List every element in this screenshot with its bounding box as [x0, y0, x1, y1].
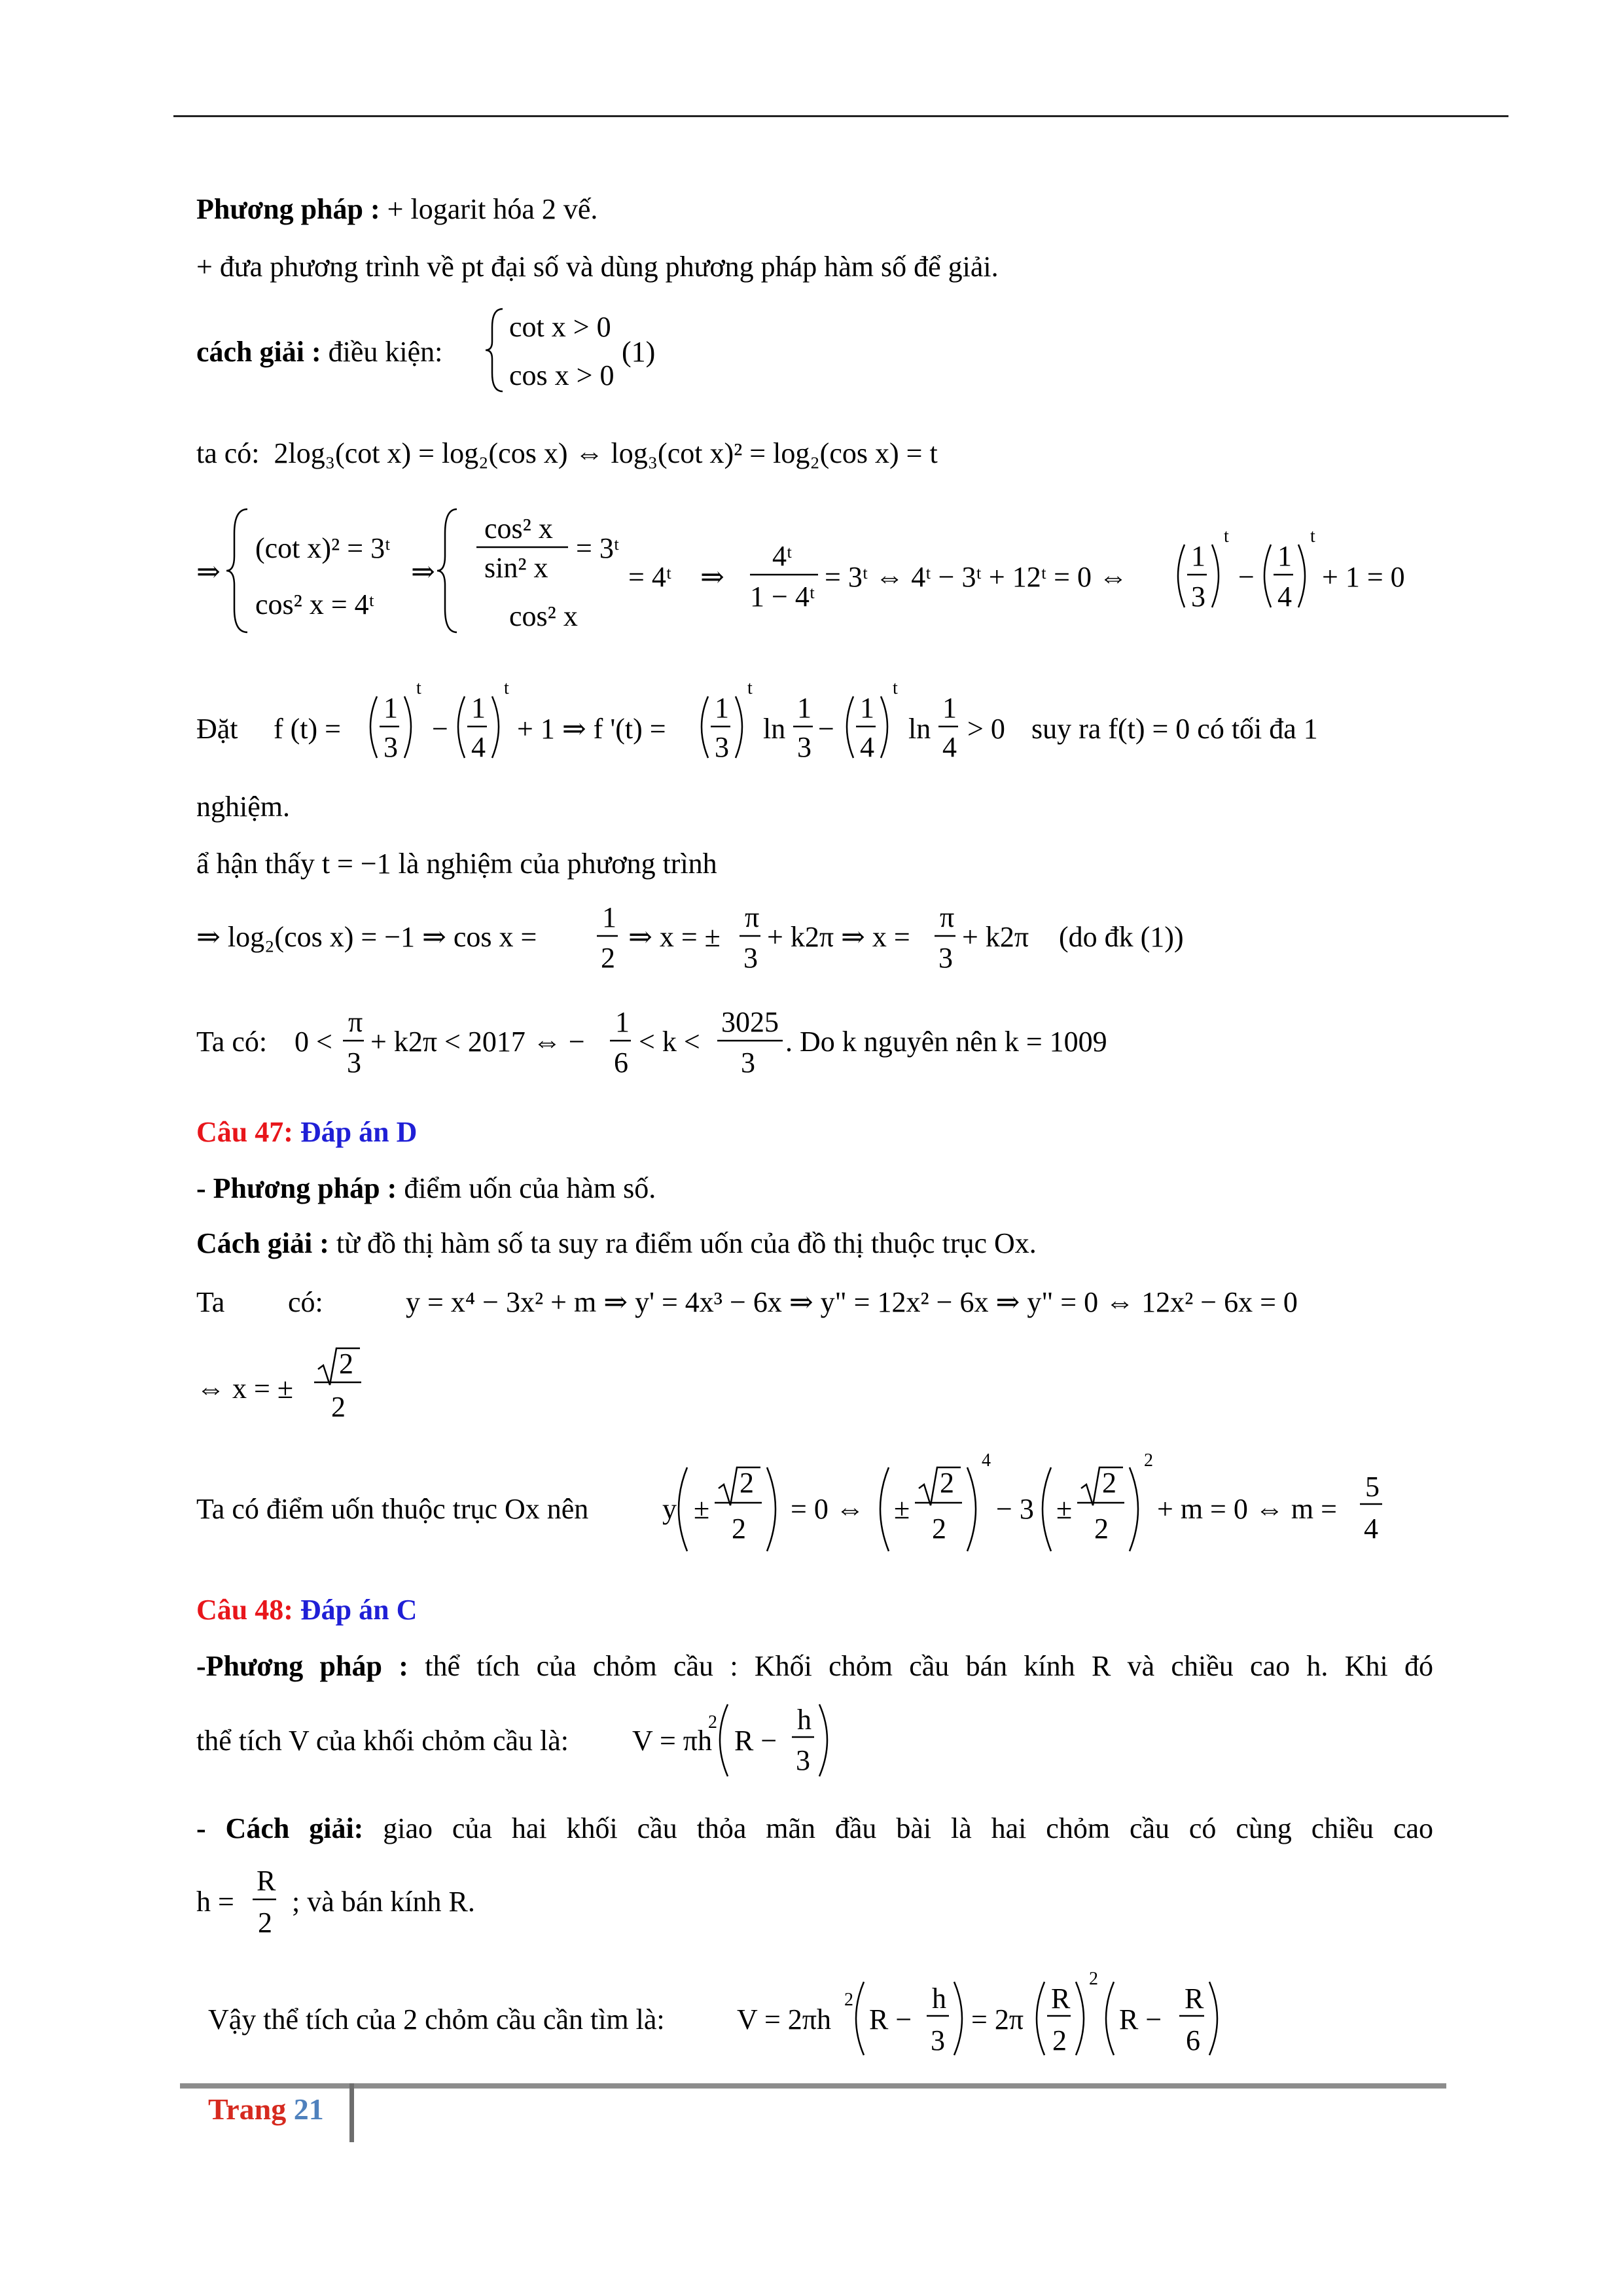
v-h: h — [797, 1704, 812, 1736]
condition-system — [484, 301, 700, 399]
f-r1: R − — [869, 2003, 912, 2036]
n-1: 1 — [602, 901, 616, 933]
range-line — [196, 1001, 1440, 1093]
header-rule — [173, 115, 1508, 117]
f-p3r — [1209, 1982, 1217, 2055]
f-3: 3 — [931, 2024, 945, 2056]
q47-co: có: — [288, 1286, 323, 1318]
q48-method-text: thể tích của chỏm cầu : Khối chỏm cầu bán kính R và chiều cao h. Khi đó — [408, 1650, 1433, 1682]
q48-final — [208, 1970, 1321, 2068]
condition-1: cot x > 0 — [509, 311, 611, 343]
d-3b: 3 — [938, 942, 953, 974]
q48-h-tail: ; và bán kính R. — [292, 1886, 475, 1918]
n2: 1 — [471, 692, 486, 724]
q48-answer: Đáp án C — [293, 1594, 418, 1626]
q48-volume-formula — [196, 1694, 982, 1785]
n-pi: π — [745, 901, 760, 933]
d-2: 2 — [601, 942, 615, 974]
m1: − — [432, 713, 448, 745]
f-def-tail: suy ra f(t) = 0 có tối đa 1 — [1031, 713, 1318, 745]
exp-t1: t — [1224, 526, 1229, 547]
den-3a: 3 — [1191, 581, 1205, 613]
exp2: 2 — [1144, 1450, 1153, 1471]
n5: 5 — [1365, 1471, 1380, 1503]
exp4: 4 — [982, 1450, 991, 1471]
r-npi: π — [348, 1006, 363, 1038]
pa-l — [679, 1467, 687, 1551]
q47-solution-label: Cách giải : — [196, 1227, 329, 1259]
brace-1 — [226, 509, 247, 632]
h-2: 2 — [258, 1907, 272, 1939]
f-6: 6 — [1186, 2024, 1200, 2056]
brace-2 — [437, 509, 457, 632]
sys1-eq2: cos² x = 4ᵗ — [255, 588, 375, 620]
footer-rule — [180, 2083, 1446, 2089]
v-r: R − — [734, 1725, 777, 1757]
dat-word: Đặt — [196, 713, 238, 745]
implies-2: ⇒ — [411, 556, 435, 588]
sq2-d: 2 — [932, 1513, 946, 1545]
f-e2: 2 — [844, 1990, 853, 2010]
d4: 4 — [1364, 1513, 1378, 1545]
cos-rest: cos² x — [509, 600, 578, 632]
f-r2: R − — [1119, 2003, 1162, 2036]
q47-title: Câu 47: — [196, 1116, 293, 1148]
num-1b: 1 — [1277, 540, 1292, 572]
q48-solution-text: giao của hai khối cầu thỏa mãn đầu bài là hai chỏm cầu có cùng chiều cao — [363, 1812, 1433, 1844]
pm1: ± — [694, 1493, 710, 1525]
q47-solution — [196, 1224, 1037, 1263]
p3l — [702, 696, 708, 758]
chain-end: + 1 = 0 — [1322, 561, 1405, 593]
sq3-d: 2 — [1094, 1513, 1109, 1545]
paren-r1 — [1212, 545, 1219, 607]
p4l — [847, 696, 853, 758]
v-3: 3 — [796, 1744, 810, 1776]
q47-final — [196, 1450, 1440, 1564]
pb-r — [967, 1467, 976, 1551]
f-R2: R — [1185, 1982, 1204, 2015]
e3: t — [747, 678, 753, 698]
v-pr — [819, 1704, 827, 1776]
log-eq-b: ⇒ x = ± — [628, 921, 721, 953]
e4: t — [893, 678, 898, 698]
method-label: Phương pháp : — [196, 193, 380, 225]
frac-den: sin² x — [484, 552, 548, 584]
eq-line-1-label: ta có: — [196, 437, 260, 469]
n-pi2: π — [940, 901, 955, 933]
pc-r — [1130, 1467, 1138, 1551]
d-3: 3 — [743, 942, 758, 974]
q48-title: Câu 48: — [196, 1594, 293, 1626]
eq0: = 0 ⇔ — [791, 1493, 865, 1525]
brace — [486, 309, 503, 391]
chain-frac-num: 4ᵗ — [772, 540, 793, 572]
eq-line-1 — [196, 434, 938, 473]
q47-solution-text: từ đồ thị hàm số ta suy ra điểm uốn của đồ thị thuộc trục Ox. — [329, 1227, 1037, 1259]
q48-heading — [196, 1590, 417, 1630]
r-d3b: 3 — [741, 1047, 755, 1079]
f-definition — [196, 678, 1440, 792]
r-b: + k2π < 2017 ⇔ − — [370, 1026, 585, 1058]
nhan-thay-line: ẩ hận thấy t = −1 là nghiệm của phương trình — [196, 848, 717, 880]
range-tail: . Do k nguyên nên k = 1009 — [785, 1026, 1107, 1058]
q47-method-label: - Phương pháp : — [196, 1172, 397, 1204]
m2: − — [818, 713, 834, 745]
pm2: ± — [894, 1493, 910, 1525]
q47-answer: Đáp án D — [293, 1116, 418, 1148]
q47-method-text: điểm uốn của hàm số. — [397, 1172, 656, 1204]
p4r — [881, 696, 887, 758]
r-d6: 6 — [614, 1047, 628, 1079]
e1: t — [416, 678, 421, 698]
condition-ref: (1) — [622, 336, 656, 368]
log-eq-a: ⇒ log₂(cos x) = −1 ⇒ cos x = — [196, 921, 537, 953]
tail-eq: + m = 0 ⇔ m = — [1157, 1493, 1337, 1525]
e2: t — [504, 678, 509, 698]
den-4a: 4 — [1277, 581, 1292, 613]
d2: 4 — [471, 731, 486, 763]
f-p1r — [954, 1982, 962, 2055]
chain-frac-den: 1 − 4ᵗ — [750, 581, 815, 613]
f-p2r — [1076, 1982, 1084, 2055]
ln2: ln — [908, 713, 931, 745]
paren-l1 — [1178, 545, 1185, 607]
r-a: 0 < — [294, 1026, 332, 1058]
r-c: < k < — [639, 1026, 700, 1058]
p1r — [404, 696, 411, 758]
paren-r2 — [1298, 545, 1305, 607]
r-n3025: 3025 — [721, 1006, 779, 1038]
n1: 1 — [383, 692, 398, 724]
d4: 3 — [797, 731, 812, 763]
den-2: 2 — [331, 1391, 346, 1423]
sq1-d: 2 — [732, 1513, 746, 1545]
q47-heading — [196, 1113, 417, 1152]
sq2-2: 2 — [940, 1467, 954, 1499]
q48-final-text: Vậy thể tích của 2 chỏm cầu cần tìm là: — [208, 2003, 665, 2036]
condition-2: cos x > 0 — [509, 359, 615, 391]
minus3: − 3 — [996, 1493, 1034, 1525]
sqrt-2: 2 — [339, 1348, 353, 1380]
gt0: > 0 — [967, 713, 1005, 745]
q47-x-solution — [196, 1342, 458, 1440]
frac-rhs: = 3ᵗ — [576, 532, 620, 564]
eq-line-1-formula: 2log₃(cot x) = log₂(cos x) ⇔ log₃(cot x)² = log₂(cos x) = t — [274, 437, 938, 469]
solution-text: điều kiện: — [321, 336, 443, 368]
q47-eq: y = x⁴ − 3x² + m ⇒ y' = 4x³ − 6x ⇒ y" = 12x² − 6x ⇒ y" = 0 ⇔ 12x² − 6x = 0 — [406, 1286, 1298, 1318]
solution-label: cách giải : — [196, 336, 321, 368]
r-d3: 3 — [347, 1047, 361, 1079]
q47-x: ⇔ x = ± — [196, 1372, 293, 1405]
nghiem-line: nghiệm. — [196, 791, 290, 823]
exp-t2: t — [1310, 526, 1315, 547]
pm3: ± — [1056, 1493, 1073, 1525]
d5: 4 — [860, 731, 874, 763]
q48-method — [196, 1647, 1433, 1686]
range-head: Ta có: — [196, 1026, 268, 1058]
d1: 3 — [383, 731, 398, 763]
f-of-t: f (t) = — [274, 713, 341, 745]
q48-volume-text: thể tích V của khối chỏm cầu là: — [196, 1725, 569, 1757]
frac-num: cos² x — [484, 512, 553, 545]
d3: 3 — [715, 731, 729, 763]
f-p3l — [1106, 1982, 1114, 2055]
pa-r — [767, 1467, 776, 1551]
system-derivation — [196, 497, 1440, 641]
r-n1: 1 — [615, 1006, 630, 1038]
log-eq-d: + k2π — [962, 921, 1029, 953]
method-line-2: + đưa phương trình về pt đại số và dùng phương pháp hàm số để giải. — [196, 251, 999, 283]
method-line — [196, 190, 597, 229]
f-p1l — [856, 1982, 864, 2055]
f-p2l — [1037, 1982, 1044, 2055]
pb-l — [880, 1467, 889, 1551]
num-1a: 1 — [1191, 540, 1205, 572]
q48-method-label: -Phương pháp : — [196, 1650, 408, 1682]
page-number-label — [208, 2092, 324, 2126]
minus-1: − — [1238, 561, 1255, 593]
n6: 1 — [942, 692, 957, 724]
eq-rhs-4t: = 4ᵗ — [628, 561, 672, 593]
p3r — [736, 696, 742, 758]
n4: 1 — [797, 692, 812, 724]
d6: 4 — [942, 731, 957, 763]
solution-line — [196, 332, 442, 372]
sq3-2: 2 — [1102, 1467, 1116, 1499]
q48-solution — [196, 1809, 1433, 1848]
v-exp2: 2 — [708, 1712, 717, 1732]
page-word: Trang — [208, 2092, 287, 2126]
ln1: ln — [763, 713, 786, 745]
q48-solution-label: - Cách giải: — [196, 1812, 364, 1844]
n3: 1 — [715, 692, 729, 724]
f-e2b: 2 — [1089, 1969, 1098, 1989]
log-solution-line — [196, 897, 1440, 988]
sq1-2: 2 — [740, 1467, 754, 1499]
y-fn: y — [662, 1493, 677, 1525]
sys1-eq1: (cot x)² = 3ᵗ — [255, 532, 391, 564]
h-eq: h = — [196, 1886, 234, 1918]
implies-3: ⇒ — [700, 561, 724, 593]
f-2pi: = 2π — [971, 2003, 1024, 2036]
f-v: V = 2πh — [737, 2003, 832, 2036]
log-eq-c: + k2π ⇒ x = — [767, 921, 910, 953]
plus1-implies: + 1 ⇒ f '(t) = — [517, 713, 666, 745]
q48-h-def — [196, 1859, 851, 1944]
dk-ref: (do đk (1)) — [1059, 921, 1184, 953]
paren-l2 — [1264, 545, 1271, 607]
pc-l — [1043, 1467, 1051, 1551]
implies-1: ⇒ — [196, 556, 221, 588]
q47-method — [196, 1169, 656, 1208]
method-text: + logarit hóa 2 vế. — [380, 193, 598, 225]
v-pl — [720, 1704, 728, 1776]
n5: 1 — [860, 692, 874, 724]
f-2: 2 — [1052, 2024, 1067, 2056]
p1l — [370, 696, 377, 758]
f-h: h — [932, 1982, 946, 2015]
page-number: 21 — [293, 2092, 324, 2126]
p2r — [492, 696, 499, 758]
p2l — [458, 696, 465, 758]
q47-derivative-line — [196, 1283, 1433, 1322]
chain-rest: = 3ᵗ ⇔ 4ᵗ − 3ᵗ + 12ᵗ = 0 ⇔ — [825, 561, 1128, 593]
footer-divider — [349, 2083, 354, 2142]
q47-final-text: Ta có điểm uốn thuộc trục Ox nên — [196, 1493, 589, 1525]
f-R1: R — [1051, 1982, 1071, 2015]
h-R: R — [257, 1865, 276, 1897]
q47-ta: Ta — [196, 1286, 225, 1318]
v-eq: V = πh — [632, 1725, 713, 1757]
